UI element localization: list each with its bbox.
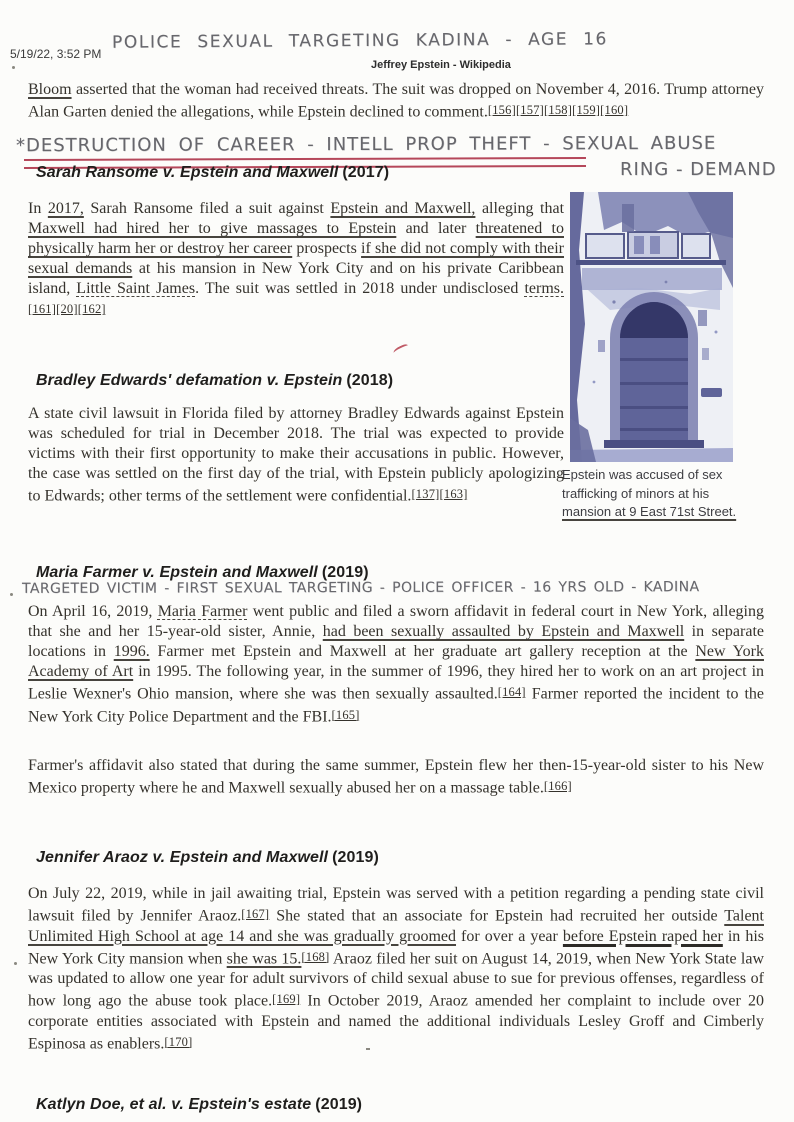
text-segment: Sarah Ransome filed a suit against [83, 200, 331, 217]
text-segment: Farmer's affidavit also stated that during the same summer, Epstein flew her then-15-year-old sister to his New Mexico property where he and Maxwell sexually abused her on a massage table. [28, 757, 764, 797]
text-segment: 2017, [47, 200, 84, 217]
reference-link: [170] [164, 1034, 193, 1049]
text-segment: in his New York City mansion when [28, 927, 765, 967]
text-segment: terms. [524, 280, 564, 297]
text-segment: A state civil lawsuit in Florida filed by attorney Bradley Edwards against Epstein was scheduled for trial in December 2018. The trial was expected to provide victims with their first opportunity to make their accusations in public. However, the case was settled on the first day of the trial, with Epstein publicly apologizing to Edwards; other terms of the settlement were confidential. [28, 405, 564, 505]
scan-speck [12, 66, 15, 69]
reference-link: [169] [272, 992, 301, 1006]
handwritten-header-note: POLICE SEXUAL TARGETING KADINA - AGE 16 [111, 29, 608, 53]
case-name: Maria Farmer v. Epstein and Maxwell [36, 564, 318, 581]
case-name: Jennifer Araoz v. Epstein and Maxwell [36, 849, 329, 866]
text-segment: Farmer met Epstein and Maxwell at her graduate art gallery reception at the [149, 643, 696, 660]
case-name: Bradley Edwards' defamation v. Epstein [36, 372, 343, 389]
text-segment: Talent Unlimited High School at age 14 and she was gradually groomed [28, 907, 764, 945]
text-segment: Epstein and Maxwell, [330, 200, 476, 217]
text-segment: at his mansion in New York City and on his private Caribbean island, [28, 260, 565, 297]
paragraph-farmer-2 [28, 756, 764, 799]
text-segment: Farmer reported the incident to the New York City Police Department and the FBI. [28, 685, 764, 725]
text-segment: went public and filed a sworn affidavit in federal court in New York, alleging that she and her 15-year-old sister, Annie, [28, 603, 764, 640]
scan-speck [14, 962, 17, 965]
text-segment: prospects [292, 240, 362, 257]
reference-link: [160] [600, 103, 629, 117]
case-year: (2019) [315, 1096, 363, 1113]
paragraph-ransome [28, 199, 564, 322]
print-timestamp: 5/19/22, 3:52 PM [10, 47, 102, 61]
reference-link: [167] [241, 907, 270, 921]
text-segment: mansion at 9 East 71st Street. [562, 504, 737, 519]
case-name: Sarah Ransome v. Epstein and Maxwell [36, 164, 339, 181]
text-segment: in separate locations in [28, 623, 764, 660]
handwritten-annotation-ring-demand: RING - DEMAND [620, 159, 777, 180]
text-segment: Araoz filed her suit on August 14, 2019, when New York State law was updated to allow one year for adult survivors of child sexual abuse to sue for previous offenses, regardless of how long ago the abuse took place. [28, 950, 765, 1010]
reference-link: [163] [439, 487, 468, 501]
text-segment: for over a year [456, 927, 563, 945]
reference-link: [159] [572, 103, 601, 117]
scan-speck [366, 1048, 370, 1050]
reference-link: [157] [515, 103, 545, 117]
mansion-door-photo-graphic [570, 192, 733, 462]
case-year: (2018) [346, 372, 394, 389]
text-segment: before Epstein raped her [562, 927, 723, 945]
text-segment: On July 22, 2019, while in jail awaiting trial, Epstein was served with a petition regarding a pending state civil lawsuit filed by Jennifer Araoz. [28, 885, 764, 925]
reference-link: [156] [487, 103, 516, 117]
reference-link: [161] [28, 302, 57, 316]
paragraph-edwards [28, 404, 564, 507]
reference-link: [162] [77, 302, 106, 316]
pen-squiggle-artifact [392, 343, 409, 356]
paragraph-araoz [28, 884, 764, 1054]
reference-link: [137] [411, 487, 440, 501]
handwritten-annotation-destruction: *DESTRUCTION OF CAREER - INTELL PROP THEFT - SEXUAL ABUSE [15, 132, 717, 157]
text-segment: In [28, 200, 48, 217]
mansion-door-photo [570, 192, 733, 462]
paragraph-bloom-garten [28, 80, 764, 123]
reference-link: [158] [544, 103, 573, 117]
text-segment: She stated that an associate for Epstein had recruited her outside [269, 907, 725, 925]
text-segment: alleging that [475, 200, 565, 217]
reference-link: [20] [56, 302, 78, 316]
text-segment: Epstein was accused of sex trafficking of minors at his [562, 467, 723, 501]
reference-link: [168] [301, 949, 330, 964]
handwritten-annotation-targeted-victim: TARGETED VICTIM - FIRST SEXUAL TARGETING - POLICE OFFICER - 16 YRS OLD - KADINA [21, 579, 700, 597]
text-segment: Little Saint James [76, 280, 196, 297]
section-heading-ransome [36, 164, 389, 182]
reference-link: [165] [331, 707, 360, 722]
text-segment: 1996. [113, 643, 150, 660]
text-segment: New York Academy of Art [28, 643, 764, 680]
text-segment: threatened to physically harm her or destroy her career [28, 220, 564, 257]
reference-link: [166] [543, 779, 572, 793]
text-segment: she was 15. [226, 950, 302, 967]
paragraph-farmer-1 [28, 602, 764, 727]
text-segment: . The suit was settled in 2018 under undisclosed [195, 280, 525, 297]
case-name: Katlyn Doe, et al. v. Epstein's estate [36, 1096, 312, 1113]
case-year: (2019) [321, 564, 369, 581]
section-heading-doe [36, 1096, 362, 1114]
text-segment: and later [396, 220, 476, 237]
text-segment: in 1995. The following year, in the summer of 1996, they hired her to work on an art project in Leslie Wexner's Ohio mansion, where she was then sexually assaulted. [28, 663, 765, 703]
text-segment: In October 2019, Araoz amended her complaint to include over 20 corporate entities associated with Epstein and named the additional individuals Lesley Groff and Cimberly Espinosa as enablers. [28, 992, 764, 1052]
figure-caption [562, 466, 742, 522]
reference-link: [164] [497, 685, 526, 699]
text-segment: Bloom [28, 81, 72, 98]
case-year: (2017) [342, 164, 390, 181]
document-title: Jeffrey Epstein - Wikipedia [371, 59, 511, 71]
text-segment: Maria Farmer [157, 603, 248, 620]
scan-speck [10, 593, 13, 596]
text-segment: On April 16, 2019, [28, 603, 158, 620]
text-segment: if she did not comply with their sexual demands [28, 240, 565, 277]
text-segment: asserted that the woman had received threats. The suit was dropped on November 4, 2016. Trump attorney Alan Garten denied the allegations, while Epstein declined to comment. [28, 81, 764, 121]
section-heading-edwards [36, 372, 393, 390]
text-segment: had been sexually assaulted by Epstein and Maxwell [322, 623, 685, 640]
section-heading-araoz [36, 849, 379, 867]
case-year: (2019) [332, 849, 379, 866]
text-segment: Maxwell had hired her to give massages to Epstein [28, 220, 397, 237]
